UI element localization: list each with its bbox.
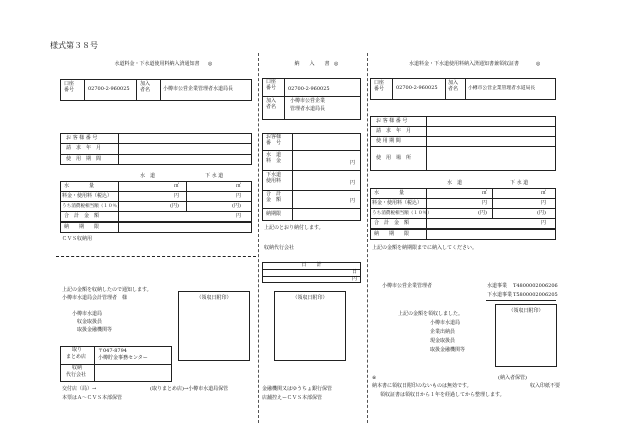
mid-row-water: 水 道 料 金 — [266, 152, 282, 164]
right-col-water: 水 道 — [447, 180, 463, 186]
left-footer-2: (取りまとめ店)→小樽市水道局保管 — [150, 386, 229, 392]
right-title-mark: ◎ — [536, 61, 541, 67]
left-agent-label3: 収納 — [72, 365, 83, 371]
left-row-fee-s: 円 — [236, 193, 242, 199]
left-agent-label2: まとめ店 — [66, 354, 87, 360]
right-info-customer: お 客 様 番 号 — [376, 118, 408, 124]
right-account-number: 02700-2-960025 — [396, 85, 438, 91]
mid-stamp-label: （領収日附印） — [292, 295, 328, 301]
perforation-left — [258, 53, 259, 423]
left-stamp-label: （領収日附印） — [196, 295, 232, 301]
left-org-3: 取扱金融機関等 — [72, 327, 113, 333]
right-note-1: 納本書に領収日附印のないものは無効です。 — [372, 383, 472, 389]
left-footer-3: 本票はＡ～ＣＶＳ本部保管 — [62, 395, 123, 401]
left-col-water: 水 道 — [140, 173, 156, 179]
right-row-fee-s: 円 — [541, 200, 547, 206]
left-title-mark: ◎ — [208, 61, 213, 67]
mid-account-label: 口座 番号 — [266, 79, 277, 91]
right-row-due: 納 期 限 — [374, 231, 410, 237]
right-payer: (納入者保管) — [498, 375, 527, 381]
left-info-customer: お 客 様 番 号 — [66, 135, 98, 141]
mid-agent: 収納代行会社 — [264, 245, 295, 251]
right-info-month: 請 求 年 月 — [376, 128, 412, 134]
left-payee-label: 加入 者名 — [140, 81, 151, 93]
mid-row-water-unit: 円 — [350, 160, 356, 166]
mid-row-sewer: 下水道 使用料 — [266, 172, 282, 184]
mid-row-total-unit: 円 — [350, 198, 356, 204]
left-row-volume: 水 量 — [64, 183, 95, 189]
right-note-2: 領収証書は領収日から１年を経過してから整理します。 — [380, 392, 505, 398]
right-row-volume: 水 量 — [374, 190, 405, 196]
right-payer2: 収入印紙不要 — [530, 383, 561, 389]
right-org-4: 取扱金融機関等 — [430, 347, 466, 353]
right-reg1-no: T4800002006206 — [513, 283, 558, 289]
right-payee-label: 加入 者名 — [448, 80, 459, 92]
right-reg2-label: 下水道事業 — [487, 292, 513, 298]
mid-payee-label: 加入 者名 — [266, 98, 277, 110]
mid-row-total: 合 計 金 額 — [266, 191, 282, 203]
right-org-2: 企業出納員 — [430, 329, 456, 335]
left-to: 小樽市水道局会計管理者 様 — [62, 295, 128, 301]
right-reg2-no: T5800002006205 — [513, 292, 558, 298]
left-agent-label4: 代行会社 — [66, 372, 87, 378]
right-row-tax-s: (円) — [537, 210, 546, 216]
right-org-3: 現金取扱員 — [430, 338, 456, 344]
mid-row-customer: お客様 番 号 — [266, 134, 282, 146]
left-row-volume-s: ㎥ — [236, 183, 242, 189]
right-row-volume-w: ㎥ — [482, 190, 488, 196]
left-info-month: 請 求 年 月 — [66, 145, 102, 151]
right-ref: ※ — [372, 375, 377, 381]
right-org-1: 小樽市水道局 — [430, 320, 461, 326]
right-account-label: 口座 番号 — [374, 80, 385, 92]
mid-date-head: 日 計 — [301, 262, 322, 268]
right-notice: 上記の金額を納期限までに納入してください。 — [372, 245, 478, 251]
right-row-fee-w: 円 — [482, 200, 488, 206]
mid-row-due: 納期限 — [266, 211, 282, 217]
mid-row-sewer-unit: 円 — [350, 180, 356, 186]
left-row-tax-w: (円) — [170, 203, 179, 209]
left-notice: 上記の金額を収納したので通知します。 — [62, 287, 152, 293]
left-col-sewer: 下 水 道 — [205, 173, 224, 179]
left-org-2: 収金取扱員 — [72, 319, 103, 325]
left-row-due: 納 期 限 — [64, 224, 100, 230]
left-account-number: 02700-2-960025 — [88, 86, 130, 92]
mid-payee-2: 管理者水道局長 — [290, 106, 326, 112]
right-row-fee: 料金・使用料（税込） — [372, 200, 423, 206]
left-agent-name: 小樽貯金事務センター — [98, 355, 148, 361]
left-row-tax: うち消費税相当額（１０％） — [62, 204, 122, 209]
left-row-fee-w: 円 — [174, 193, 180, 199]
left-agent-label1: 取り — [72, 347, 83, 353]
mid-footer-1: 金融機関又はゆうちょ銀行保管 — [262, 386, 333, 392]
mid-title-mark: ◎ — [334, 61, 339, 67]
right-info-location: 使 用 場 所 — [376, 155, 412, 161]
right-row-total: 合 計 金 額 — [374, 220, 410, 226]
mid-date-unit2: 円 — [352, 276, 358, 282]
left-cvs: ＣＶＳ収納用 — [62, 236, 93, 242]
right-payee: 小樽市公営企業管理者水道局長 — [468, 86, 536, 91]
left-row-tax-s: (円) — [232, 203, 241, 209]
right-received: 上記の金額を領収しました。 — [398, 311, 464, 317]
right-info-period: 使 用 期 間 — [376, 138, 401, 144]
left-row-total: 合 計 金 額 — [64, 213, 100, 219]
mid-date-unit1: 日 — [352, 269, 358, 275]
right-row-volume-s: ㎥ — [541, 190, 547, 196]
left-title: 水道料金・下水道使用料納入済通知書 — [114, 61, 200, 67]
right-row-tax-w: (円) — [478, 210, 487, 216]
left-org-1: 小樽市水道局 — [72, 311, 103, 317]
right-reg1-label: 水道事業 — [487, 283, 508, 289]
left-info-period: 使 用 期 間 — [66, 156, 102, 162]
left-agent-zip: 〒047-8794 — [98, 348, 127, 354]
left-row-volume-w: ㎥ — [174, 183, 180, 189]
right-issuer: 小樽市公営企業管理者 — [382, 283, 433, 289]
left-row-total-s: 円 — [236, 213, 242, 219]
mid-account-number: 02700-2-960025 — [288, 86, 330, 92]
mid-title: 納 入 書 — [294, 61, 330, 67]
left-footer-1: 交付店（局）→ — [62, 386, 97, 392]
right-row-total-s: 円 — [541, 220, 547, 226]
left-payee: 小樽市公営企業管理者水道局長 — [163, 86, 234, 92]
mid-footer-2: 店舗控えーＣＶＳ本部保管 — [262, 395, 323, 401]
right-stamp-label: （領収日附印） — [508, 308, 544, 314]
right-title: 水道料金・下水道使用料納入済通知書兼領収証書 — [408, 61, 519, 67]
perforation-right — [367, 53, 368, 423]
right-row-tax: うち消費税相当額（１０％） — [372, 211, 432, 216]
left-row-fee: 料金・使用料（税込） — [62, 193, 113, 199]
form-number: 様式第３８号 — [50, 41, 98, 50]
mid-payee-1: 小樽市公営企業 — [290, 98, 326, 104]
right-col-sewer: 下 水 道 — [510, 180, 529, 186]
mid-receipt: 上記のとおり納付します。 — [264, 225, 324, 231]
left-account-label: 口座 番号 — [64, 81, 75, 93]
